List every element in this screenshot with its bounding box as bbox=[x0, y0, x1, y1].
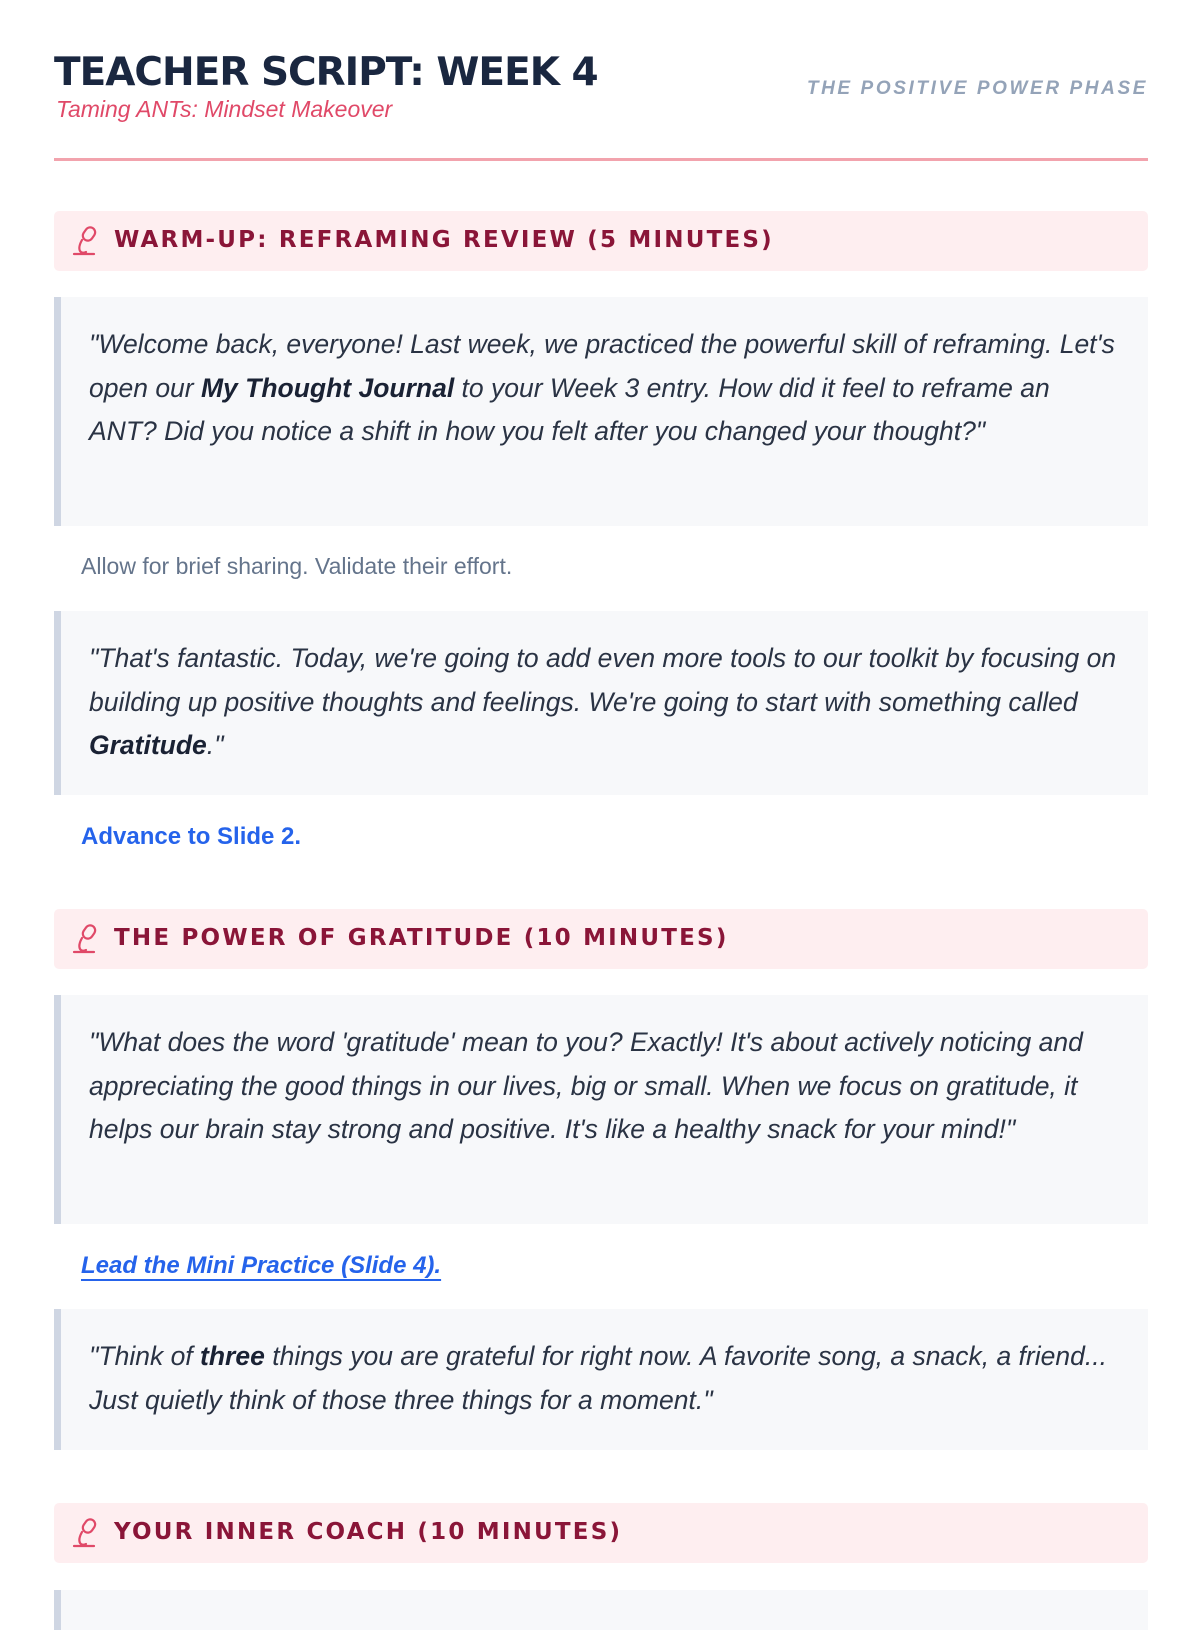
teacher-note: Allow for brief sharing. Validate their effort. bbox=[81, 553, 513, 579]
quote-text: "Welcome back, everyone! Last week, we practiced the powerful skill of reframing. Let's open our bbox=[89, 329, 1115, 403]
script-quote bbox=[54, 1309, 1148, 1450]
section-header-warm-up bbox=[54, 211, 1148, 271]
advance-slide-instruction: Advance to Slide 2. bbox=[81, 823, 302, 850]
microphone-icon bbox=[70, 923, 100, 955]
section-header-gratitude bbox=[54, 909, 1148, 969]
page-title: TEACHER SCRIPT: WEEK 4 bbox=[54, 50, 598, 95]
teacher-script-page bbox=[54, 0, 1148, 1545]
section-header-inner-coach bbox=[54, 1503, 1148, 1563]
quote-text: ." bbox=[206, 730, 224, 760]
page-header bbox=[54, 0, 1148, 161]
quote-emphasis: My Thought Journal bbox=[200, 372, 455, 403]
script-quote bbox=[54, 611, 1148, 795]
section-title: YOUR INNER COACH (10 MINUTES) bbox=[114, 1519, 623, 1545]
script-quote-partial bbox=[54, 1590, 1148, 1630]
quote-emphasis: Gratitude bbox=[89, 730, 207, 760]
quote-text: "What does the word 'gratitude' mean to you? Exactly! It's about actively noticing and appreciating the good things in our lives, big or small. When we focus on gratitude, it helps our brain stay strong and positive. It's like a healthy snack for your mind!" bbox=[89, 1027, 1083, 1144]
quote-text: things you are grateful for right now. A favorite song, a snack, a friend... Just quietly think of those three things for a moment." bbox=[89, 1341, 1107, 1415]
script-quote bbox=[54, 995, 1148, 1224]
quote-text: "Think of bbox=[89, 1341, 201, 1371]
quote-text: "That's fantastic. Today, we're going to add even more tools to our toolkit by focusing on building up positive thoughts and feelings. We're going to start with something called bbox=[89, 643, 1117, 717]
section-title: THE POWER OF GRATITUDE (10 MINUTES) bbox=[114, 925, 729, 951]
quote-text: to your Week 3 entry. How did it feel to reframe an ANT? Did you notice a shift in how you felt after you changed your thought?" bbox=[89, 372, 1050, 446]
microphone-icon bbox=[70, 225, 100, 257]
page-subtitle: Taming ANTs: Mindset Makeover bbox=[56, 96, 393, 122]
microphone-icon bbox=[70, 1517, 100, 1549]
phase-label: THE POSITIVE POWER PHASE bbox=[806, 78, 1148, 99]
section-title: WARM-UP: REFRAMING REVIEW (5 MINUTES) bbox=[114, 227, 774, 253]
quote-emphasis: three bbox=[200, 1341, 265, 1371]
script-quote bbox=[54, 297, 1148, 526]
mini-practice-link[interactable]: Lead the Mini Practice (Slide 4). bbox=[81, 1252, 442, 1279]
